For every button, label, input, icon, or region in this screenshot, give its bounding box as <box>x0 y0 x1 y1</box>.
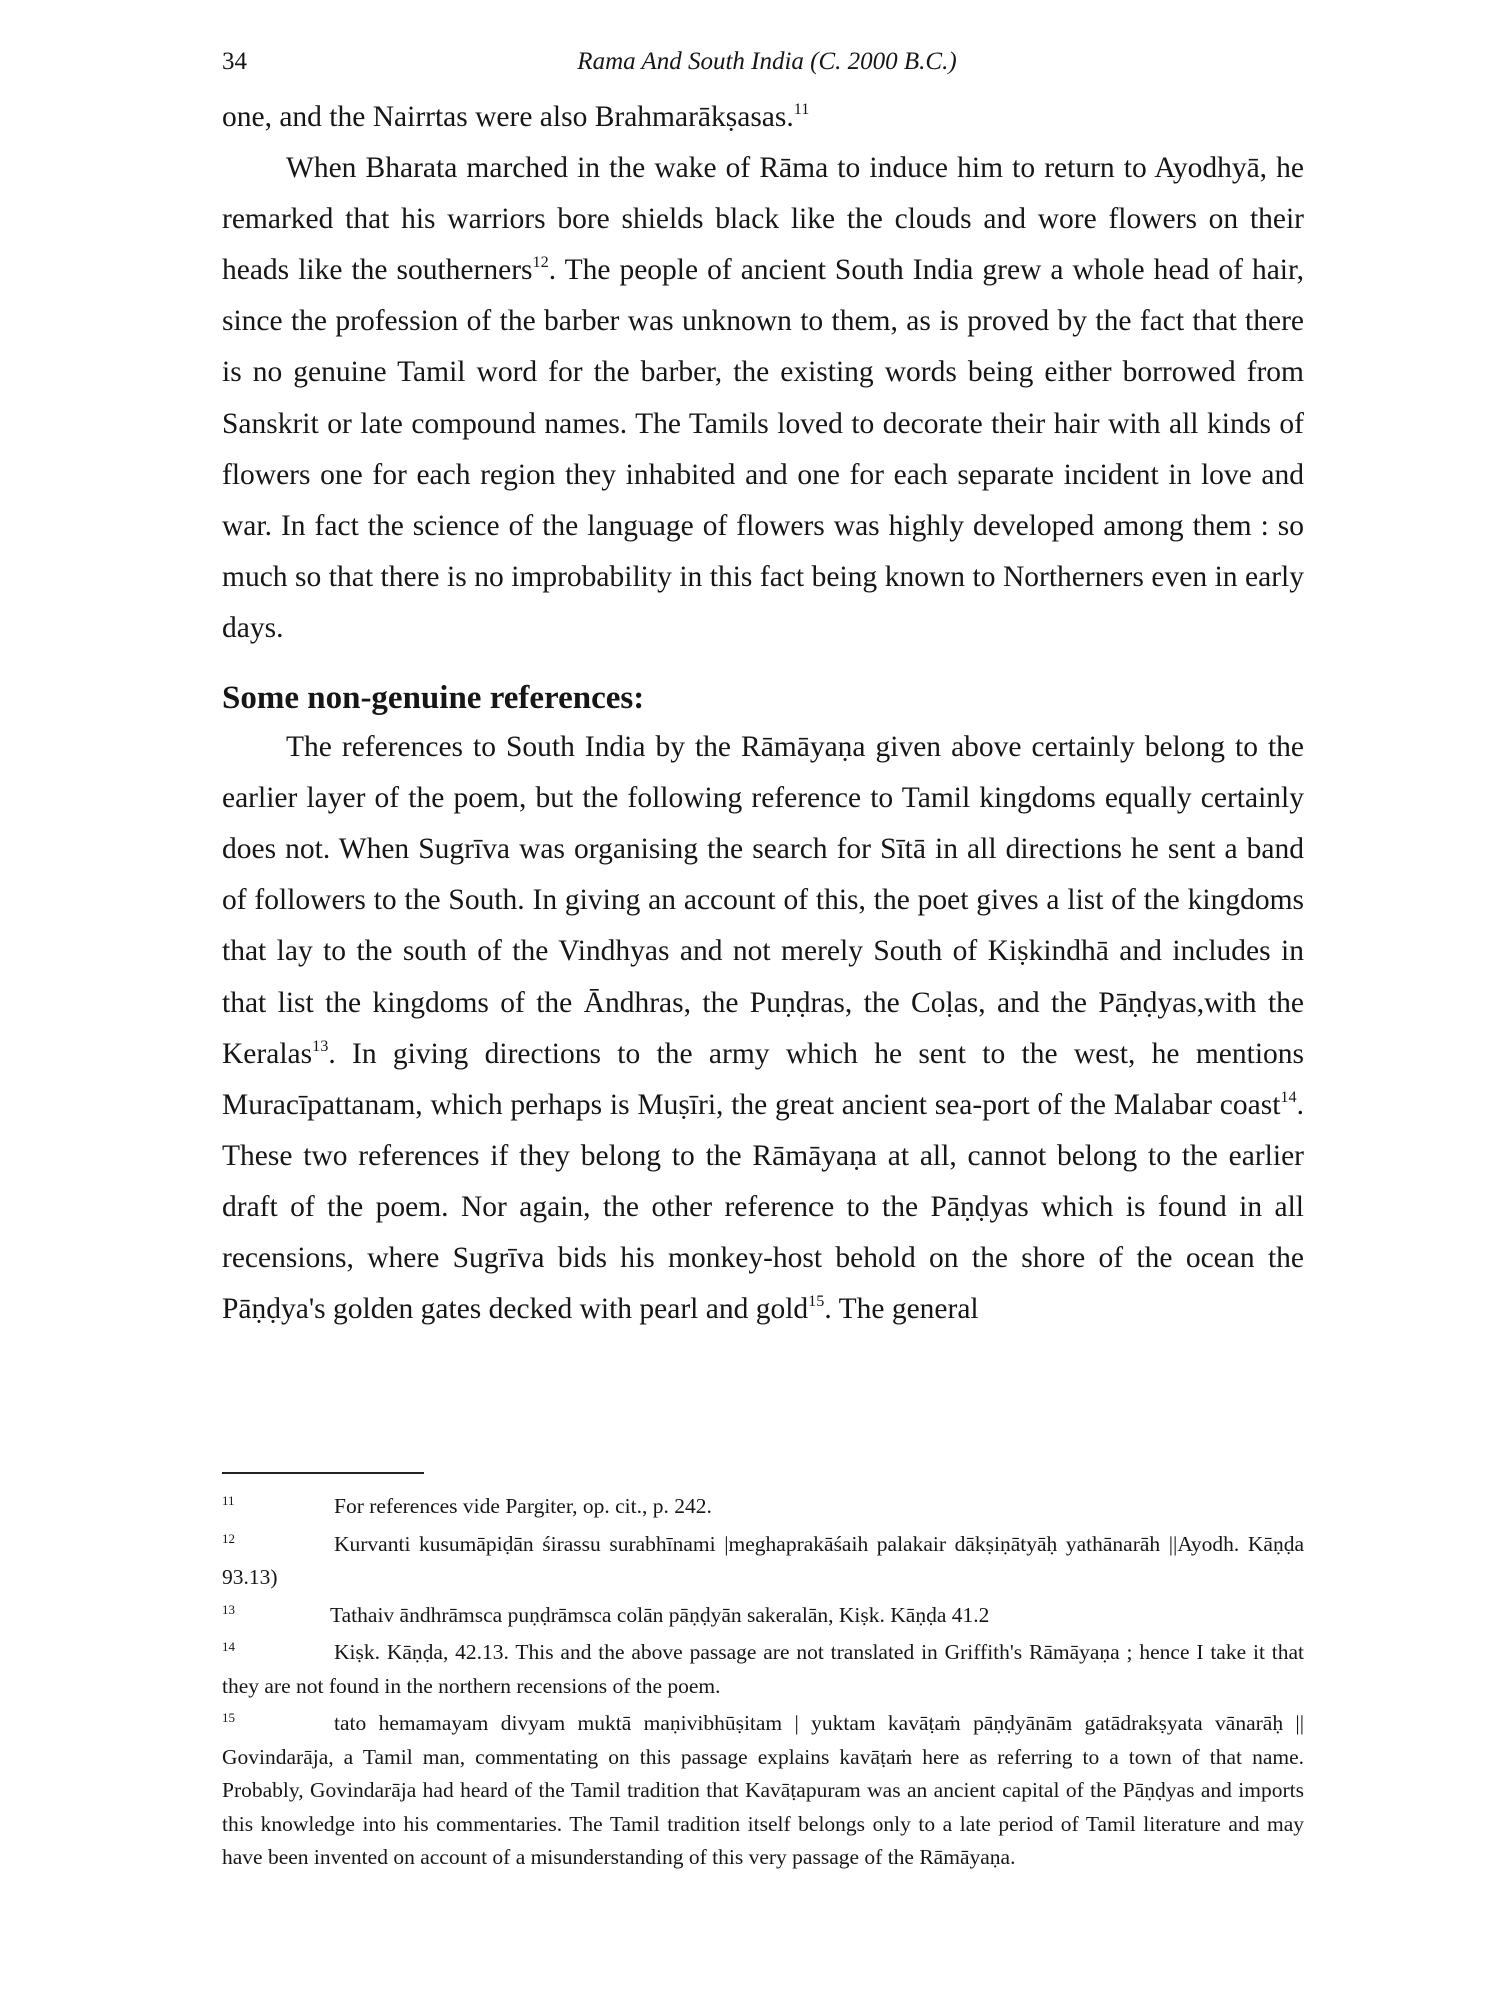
paragraph-text: . These two references if they belong to the Rāmāyaṇa at all, cannot belong to the earlier draft of the poem. Nor again, the other reference to the Pāṇḍyas which is found in all recensions, where Sugrīva bids his monkey-host behold on the shore of the ocean the Pāṇḍya's golden gates decked with pearl and gold <box>222 1088 1304 1326</box>
footnote-ref: 11 <box>793 99 810 118</box>
page-header <box>222 48 1312 88</box>
footnote-text: tato hemamayam divyam muktā maṇivibhūṣitam | yuktam kavāṭaṁ pāṇḍyānām gatādrakṣyata vānarāḥ || Govindarāja, a Tamil man, commentating on this passage explains kavāṭaṁ here as referring to a town of that name. Probably, Govindarāja had heard of the Tamil tradition that Kavāṭapuram was an ancient capital of the Pāṇḍyas and imports this knowledge into his commentaries. The Tamil tradition itself belongs only to a late period of Tamil literature and may have been invented on account of a misunderstanding of this very passage of the Rāmāyaṇa. <box>222 1711 1304 1869</box>
footnote-number: 13 <box>222 1601 235 1617</box>
footnote-text: For references vide Pargiter, op. cit., p. 242. <box>334 1494 712 1518</box>
paragraph-continuation <box>222 92 1304 143</box>
footnote-14 <box>222 1636 1304 1703</box>
footnote-13 <box>222 1599 1304 1633</box>
paragraph-text: . The people of ancient South India grew a whole head of hair, since the profession of the barber was unknown to them, as is proved by the fact that there is no genuine Tamil word for the barber, the existing words being either borrowed from Sanskrit or late compound names. The Tamils loved to decorate their hair with all kinds of flowers one for each region they inhabited and one for each separate incident in love and war. In fact the science of the language of flowers was highly developed among them : so much so that there is no improbability in this fact being known to Northerners even in early days. <box>222 254 1304 644</box>
footnote-number: 15 <box>222 1710 235 1725</box>
paragraph-text: When Bharata marched in the wake of Rāma to induce him to return to Ayodhyā, he remarked that his warriors bore shields black like the clouds and wore flowers on their heads like the southerners <box>222 152 1304 287</box>
footnote-number: 14 <box>222 1639 235 1654</box>
footnote-12 <box>222 1528 1304 1595</box>
footnote-text: Kiṣk. Kāṇḍa, 42.13. This and the above passage are not translated in Griffith's Rāmāyaṇa ; hence I take it that they are not found in the northern recensions of the poem. <box>222 1640 1304 1698</box>
paragraph-bharata <box>222 143 1304 654</box>
paragraph-text: . In giving directions to the army which he sent to the west, he mentions Muracīpattanam, which perhaps is Muṣīri, the great ancient sea-port of the Malabar coast <box>222 1037 1304 1121</box>
footnote-11 <box>222 1490 1304 1524</box>
footnote-15 <box>222 1707 1304 1875</box>
footnote-divider <box>222 1472 424 1474</box>
footnote-ref: 15 <box>808 1291 825 1310</box>
section-heading: Some non-genuine references: <box>222 680 645 717</box>
footnote-ref: 14 <box>1280 1087 1297 1106</box>
running-head: Rama And South India (C. 2000 B.C.) <box>577 48 957 75</box>
paragraph-text: one, and the Nairrtas were also Brahmarākṣasas. <box>222 101 794 133</box>
footnote-text: Kurvanti kusumāpiḍān śirassu surabhīnami |meghaprakāśaih palakair dākṣiṇātyāḥ yathānarāh ||Ayodh. Kāṇḍa 93.13) <box>222 1531 1304 1589</box>
footnote-ref: 13 <box>312 1036 329 1055</box>
footnote-number: 12 <box>222 1530 235 1546</box>
main-text <box>222 92 1304 1335</box>
footnotes <box>222 1490 1304 1879</box>
paragraph-text: . The general <box>824 1293 979 1326</box>
paragraph-text: The references to South India by the Rāmāyaṇa given above certainly belong to the earlier layer of the poem, but the following reference to Tamil kingdoms equally certainly does not. When Sugrīva was organising the search for Sītā in all directions he sent a band of followers to the South. In giving an account of this, the poet gives a list of the kingdoms that lay to the south of the Vindhyas and not merely South of Kiṣkindhā and includes in that list the kingdoms of the Āndhras, the Puṇḍras, the Coḷas, and the Pāṇḍyas,with the Keralas <box>222 731 1304 1070</box>
paragraph-references <box>222 722 1304 1335</box>
footnote-number: 11 <box>222 1493 235 1508</box>
page-number: 34 <box>222 48 247 75</box>
footnote-ref: 12 <box>532 253 549 272</box>
footnote-text: Tathaiv āndhrāmsca puṇḍrāmsca colān pāṇḍyān sakeralān, Kiṣk. Kāṇḍa 41.2 <box>330 1602 990 1627</box>
